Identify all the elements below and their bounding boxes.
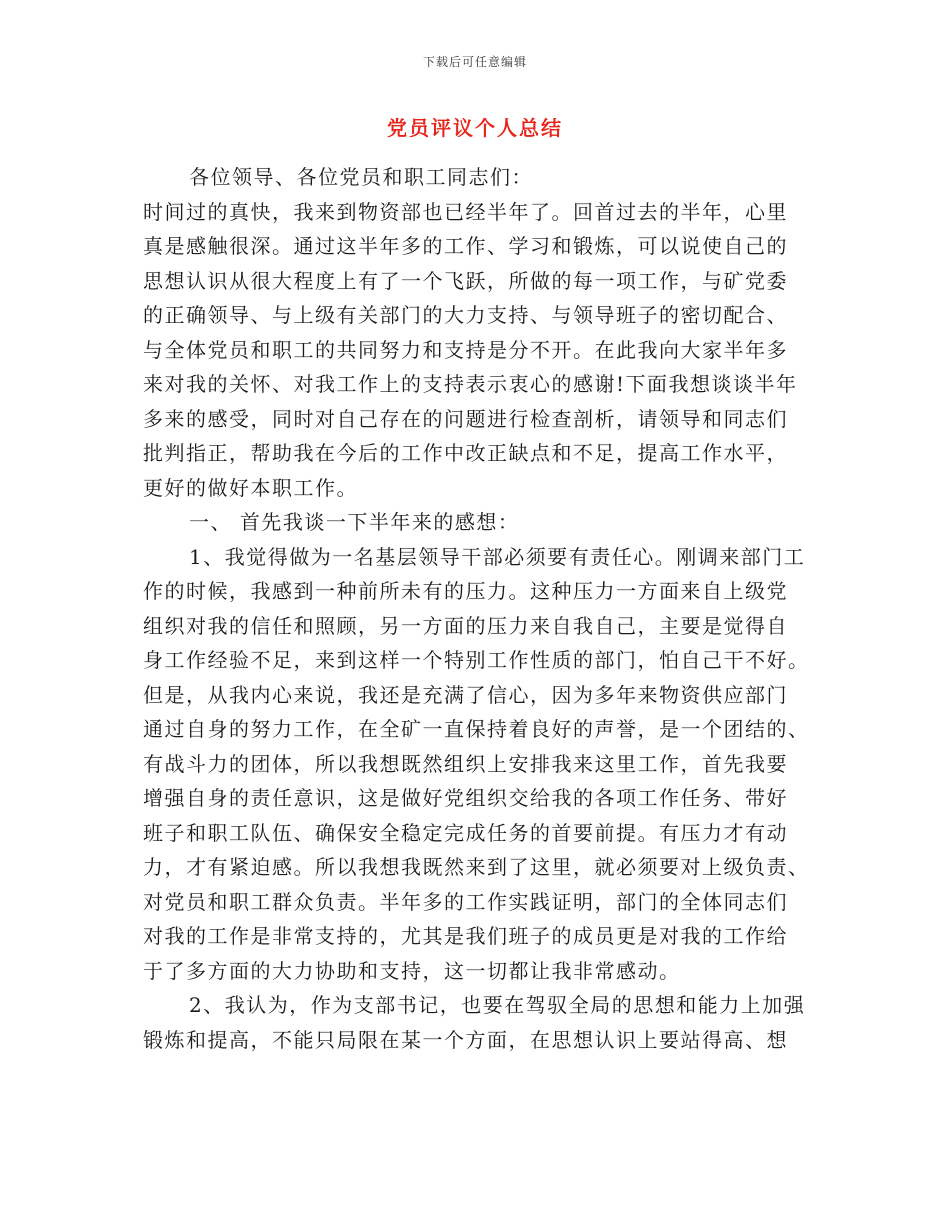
body-line: 真是感触很深。通过这半年多的工作、学习和锻炼，可以说使自己的 bbox=[143, 234, 788, 258]
body-line: 组织对我的信任和照顾，另一方面的压力来自我自己，主要是觉得自 bbox=[143, 613, 788, 638]
body-line: 与全体党员和职工的共同努力和支持是分不开。在此我向大家半年多 bbox=[143, 337, 788, 362]
body-line: 1、我觉得做为一名基层领导干部必须要有责任心。刚调来部门工 bbox=[189, 544, 806, 569]
document-body bbox=[143, 160, 811, 1057]
body-line: 思想认识从很大程度上有了一个飞跃，所做的每一项工作，与矿党委 bbox=[143, 268, 788, 293]
body-line: 的正确领导、与上级有关部门的大力支持、与领导班子的密切配合、 bbox=[143, 303, 788, 327]
body-line: 对党员和职工群众负责。半年多的工作实践证明，部门的全体同志们 bbox=[143, 889, 788, 914]
body-line: 有战斗力的团体，所以我想既然组织上安排我来这里工作，首先我要 bbox=[143, 751, 788, 776]
body-line: 时间过的真快，我来到物资部也已经半年了。回首过去的半年，心里 bbox=[143, 199, 788, 224]
document-title: 党员评议个人总结 bbox=[387, 116, 563, 140]
body-line: 力，才有紧迫感。所以我想我既然来到了这里，就必须要对上级负责、 bbox=[143, 855, 810, 879]
body-line: 锻炼和提高，不能只局限在某一个方面，在思想认识上要站得高、想 bbox=[143, 1027, 788, 1052]
body-line: 身工作经验不足，来到这样一个特别工作性质的部门，怕自己干不好。 bbox=[143, 648, 810, 672]
body-line: 对我的工作是非常支持的，尤其是我们班子的成员更是对我的工作给 bbox=[143, 924, 788, 948]
body-line: 作的时候，我感到一种前所未有的压力。这种压力一方面来自上级党 bbox=[143, 579, 788, 603]
header-note: 下载后可任意编辑 bbox=[422, 55, 527, 69]
body-line: 班子和职工队伍、确保安全稳定完成任务的首要前提。有压力才有动 bbox=[143, 820, 788, 845]
body-line: 更好的做好本职工作。 bbox=[143, 475, 358, 500]
body-line: 批判指正，帮助我在今后的工作中改正缺点和不足，提高工作水平， bbox=[143, 441, 788, 465]
body-line: 一、 首先我谈一下半年来的感想： bbox=[189, 510, 520, 534]
body-line: 但是，从我内心来说，我还是充满了信心，因为多年来物资供应部门 bbox=[143, 682, 788, 707]
body-line: 多来的感受，同时对自己存在的问题进行检查剖析，请领导和同志们 bbox=[143, 406, 788, 431]
body-line: 于了多方面的大力协助和支持，这一切都让我非常感动。 bbox=[143, 958, 681, 983]
body-line: 来对我的关怀、对我工作上的支持表示衷心的感谢!下面我想谈谈半年 bbox=[143, 372, 798, 396]
body-line: 增强自身的责任意识，这是做好党组织交给我的各项工作任务、带好 bbox=[143, 786, 788, 810]
body-line: 2、我认为，作为支部书记，也要在驾驭全局的思想和能力上加强 bbox=[189, 993, 806, 1017]
body-line: 各位领导、各位党员和职工同志们： bbox=[189, 165, 533, 189]
body-line: 通过自身的努力工作，在全矿一直保持着良好的声誉，是一个团结的、 bbox=[143, 717, 810, 741]
